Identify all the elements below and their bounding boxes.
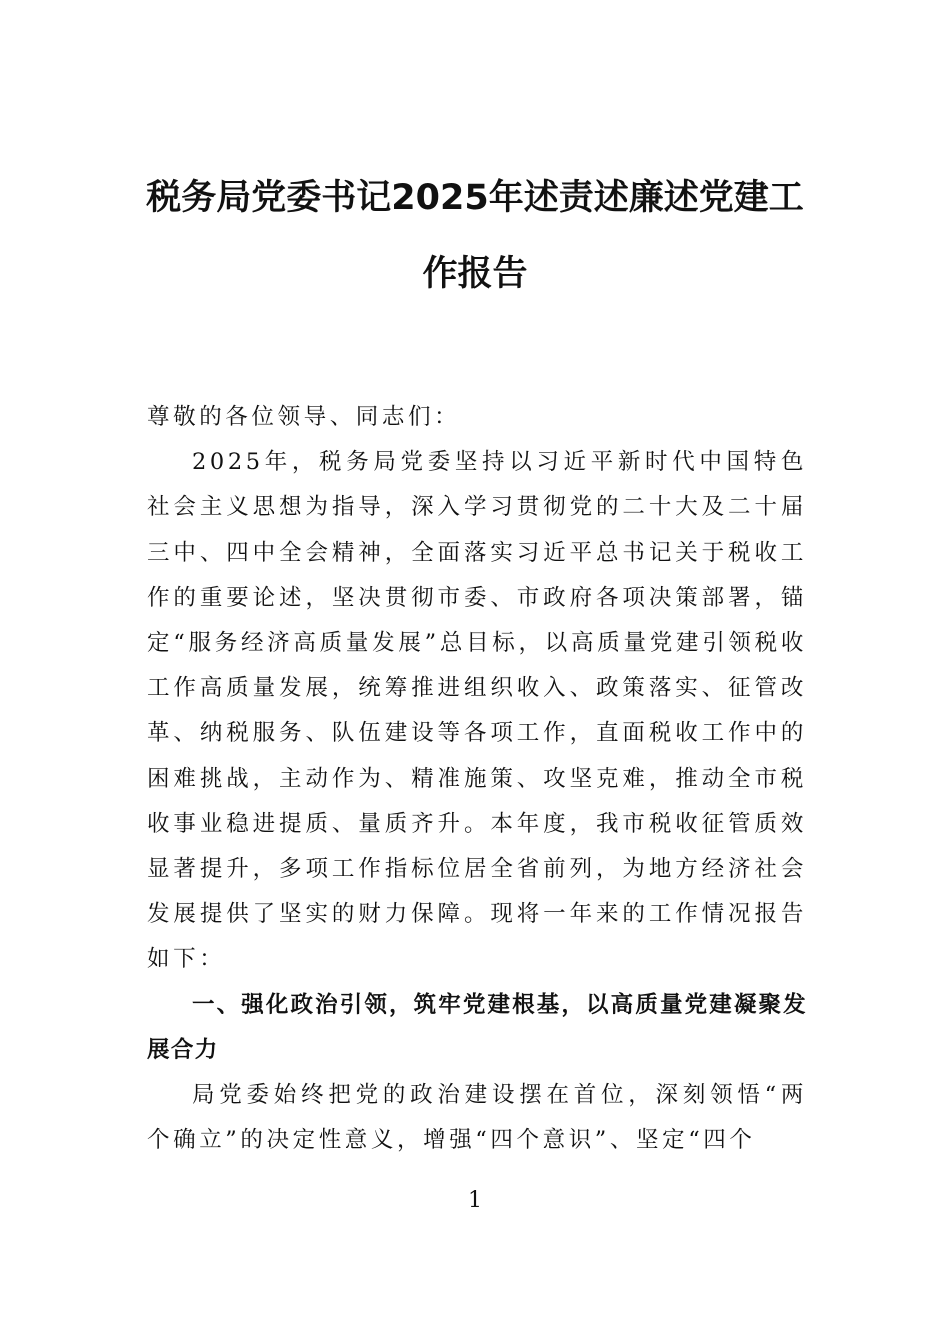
document-title: 税务局党委书记2025年述责述廉述党建工作报告 (146, 178, 804, 294)
salutation: 尊敬的各位领导、同志们： (147, 404, 461, 430)
section-1-paragraph: 局党委始终把党的政治建设摆在首位，深刻领悟“两个确立”的决定性意义，增强“四个意识”、坚定“四个 (147, 1082, 807, 1154)
intro-paragraph: 2025年，税务局党委坚持以习近平新时代中国特色社会主义思想为指导，深入学习贯彻党的二十大及二十届三中、四中全会精神，全面落实习近平总书记关于税收工作的重要论述，坚决贯彻市委、市政府各项决策部署，锚定“服务经济高质量发展”总目标，以高质量党建引领税收工作高质量发展，统筹推进组织收入、政策落实、征管改革、纳税服务、队伍建设等各项工作，直面税收工作中的困难挑战，主动作为、精准施策、攻坚克难，推动全市税收事业稳进提质、量质齐升。本年度，我市税收征管质效显著提升，多项工作指标位居全省前列，为地方经济社会发展提供了坚实的财力保障。现将一年来的工作情况报告如下： (147, 449, 807, 973)
page-number: 1 (468, 1188, 482, 1213)
section-1-heading: 一、强化政治引领，筑牢党建根基，以高质量党建凝聚发展合力 (147, 991, 807, 1063)
document-body (147, 395, 807, 1163)
